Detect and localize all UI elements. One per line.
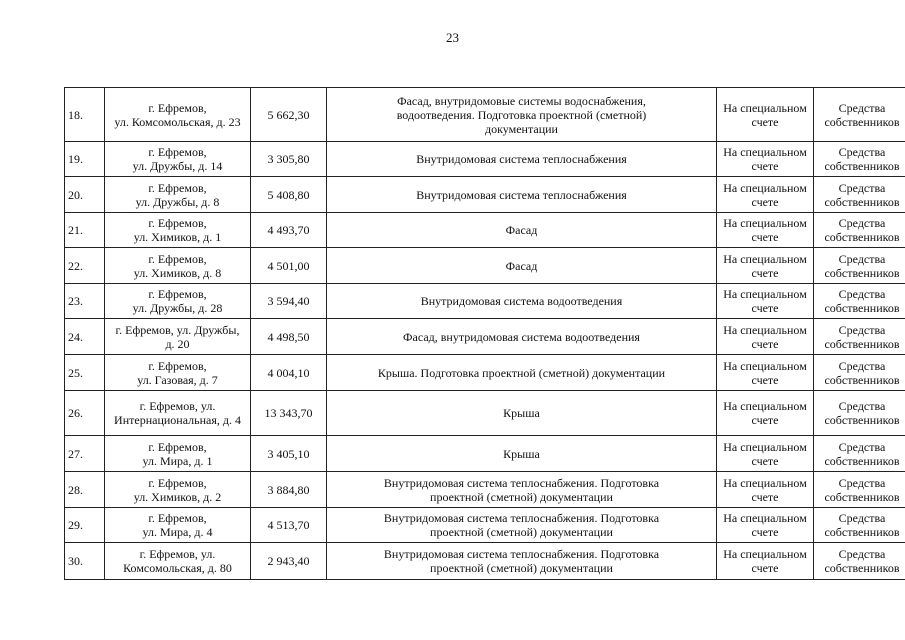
row-number-cell: 27.: [65, 436, 105, 472]
account-cell: [717, 88, 814, 142]
address-cell-line: г. Ефремов,: [148, 511, 207, 525]
account-cell: [717, 213, 814, 248]
repair-program-table: [64, 87, 905, 580]
table-row: [65, 142, 905, 177]
account-cell: [717, 319, 814, 355]
account-cell-line: счете: [751, 194, 779, 209]
funding-source-cell-line: Средства: [838, 475, 886, 490]
address-cell: [105, 88, 251, 142]
funding-source-cell-line: Средства: [838, 251, 886, 266]
account-cell: [717, 472, 814, 508]
funding-source-cell-line: собственников: [824, 159, 900, 173]
funding-source-cell: [814, 142, 905, 177]
account-cell-line: счете: [751, 265, 779, 280]
funding-source-cell: [814, 391, 905, 436]
funding-source-cell-line: собственников: [824, 413, 900, 427]
account-cell-line: счете: [751, 561, 779, 575]
account-cell-line: На специальном: [723, 439, 807, 454]
area-cell: 13 343,70: [251, 391, 327, 436]
funding-source-cell-line: Средства: [838, 145, 886, 159]
area-cell: 4 501,00: [251, 248, 327, 284]
account-cell: [717, 436, 814, 472]
address-cell-line: ул. Химиков, д. 8: [133, 265, 222, 280]
funding-source-cell: [814, 177, 905, 213]
account-cell: [717, 355, 814, 391]
row-number-cell: 26.: [65, 391, 105, 436]
work-type-cell-line: Внутридомовая система теплоснабжения. Подготовка: [383, 511, 660, 525]
work-type-cell: [327, 248, 717, 284]
table-row: [65, 319, 905, 355]
work-type-cell-line: водоотведения. Подготовка проектной (сметной): [396, 107, 647, 122]
funding-source-cell-line: собственников: [824, 489, 900, 504]
funding-source-cell-line: собственников: [824, 265, 900, 280]
account-cell-line: счете: [751, 372, 779, 387]
area-cell: 5 408,80: [251, 177, 327, 213]
work-type-cell: [327, 142, 717, 177]
funding-source-cell-line: собственников: [824, 230, 900, 244]
account-cell-line: счете: [751, 453, 779, 468]
account-cell-line: На специальном: [723, 475, 807, 490]
account-cell-line: счете: [751, 525, 779, 539]
funding-source-cell-line: Средства: [838, 358, 886, 373]
table-row: [65, 543, 905, 580]
funding-source-cell: [814, 88, 905, 142]
work-type-cell: [327, 213, 717, 248]
address-cell-line: г. Ефремов,: [148, 180, 207, 195]
funding-source-cell: [814, 508, 905, 543]
address-cell-line: ул. Мира, д. 4: [142, 525, 213, 539]
account-cell-line: На специальном: [723, 100, 807, 115]
funding-source-cell: [814, 284, 905, 319]
work-type-cell-line: Фасад: [505, 258, 538, 273]
work-type-cell-line: проектной (сметной) документации: [430, 489, 613, 504]
row-number-cell: 24.: [65, 319, 105, 355]
account-cell: [717, 391, 814, 436]
address-cell-line: Интернациональная, д. 4: [114, 413, 241, 427]
funding-source-cell-line: собственников: [824, 301, 900, 315]
page-number: 23: [446, 30, 459, 45]
address-cell-line: г. Ефремов, ул.: [139, 547, 216, 561]
account-cell-line: На специальном: [723, 322, 807, 337]
account-cell-line: На специальном: [723, 399, 807, 413]
row-number-cell: 29.: [65, 508, 105, 543]
area-cell: 3 884,80: [251, 472, 327, 508]
address-cell: [105, 284, 251, 319]
funding-source-cell-line: Средства: [838, 100, 886, 115]
account-cell-line: счете: [751, 336, 779, 351]
address-cell-line: ул. Дружбы, д. 8: [135, 194, 220, 209]
address-cell-line: г. Ефремов, ул.: [139, 399, 216, 413]
address-cell: [105, 472, 251, 508]
row-number-cell: 20.: [65, 177, 105, 213]
funding-source-cell: [814, 355, 905, 391]
funding-source-cell-line: Средства: [838, 511, 886, 525]
funding-source-cell-line: Средства: [838, 180, 886, 195]
work-type-cell: [327, 543, 717, 580]
address-cell-line: г. Ефремов,: [148, 475, 207, 490]
address-cell-line: ул. Химиков, д. 1: [133, 230, 222, 244]
funding-source-cell-line: собственников: [824, 561, 900, 575]
row-number-cell: 21.: [65, 213, 105, 248]
account-cell: [717, 508, 814, 543]
account-cell-line: счете: [751, 114, 779, 129]
funding-source-cell-line: Средства: [838, 547, 886, 561]
account-cell: [717, 543, 814, 580]
account-cell-line: На специальном: [723, 145, 807, 159]
area-cell: 2 943,40: [251, 543, 327, 580]
account-cell: [717, 177, 814, 213]
funding-source-cell: [814, 248, 905, 284]
area-cell: 4 493,70: [251, 213, 327, 248]
account-cell: [717, 248, 814, 284]
area-cell: 3 405,10: [251, 436, 327, 472]
address-cell-line: г. Ефремов,: [148, 439, 207, 454]
work-type-cell-line: Фасад, внутридомовые системы водоснабжения,: [397, 93, 646, 108]
area-cell: 3 305,80: [251, 142, 327, 177]
account-cell-line: На специальном: [723, 180, 807, 195]
area-cell: 4 004,10: [251, 355, 327, 391]
area-cell: 3 594,40: [251, 284, 327, 319]
work-type-cell-line: Внутридомовая система теплоснабжения. Подготовка: [383, 547, 660, 561]
work-type-cell: [327, 319, 717, 355]
address-cell-line: г. Ефремов,: [148, 100, 207, 115]
table-row: [65, 355, 905, 391]
work-type-cell-line: Фасад: [505, 223, 538, 237]
work-type-cell-line: Внутридомовая система теплоснабжения. Подготовка: [383, 475, 660, 490]
account-cell-line: На специальном: [723, 358, 807, 373]
account-cell: [717, 284, 814, 319]
funding-source-cell-line: Средства: [838, 287, 886, 301]
funding-source-cell: [814, 472, 905, 508]
area-cell: 5 662,30: [251, 88, 327, 142]
account-cell-line: счете: [751, 301, 779, 315]
work-type-cell-line: документации: [485, 121, 558, 136]
address-cell-line: г. Ефремов,: [148, 251, 207, 266]
work-type-cell: [327, 177, 717, 213]
row-number-cell: 18.: [65, 88, 105, 142]
funding-source-cell-line: собственников: [824, 194, 900, 209]
address-cell: [105, 142, 251, 177]
funding-source-cell-line: собственников: [824, 453, 900, 468]
funding-source-cell-line: Средства: [838, 399, 886, 413]
address-cell: [105, 177, 251, 213]
account-cell-line: счете: [751, 159, 779, 173]
address-cell: [105, 213, 251, 248]
address-cell-line: ул. Дружбы, д. 14: [132, 159, 223, 173]
work-type-cell: [327, 88, 717, 142]
account-cell-line: На специальном: [723, 511, 807, 525]
row-number-cell: 22.: [65, 248, 105, 284]
account-cell-line: счете: [751, 413, 779, 427]
funding-source-cell: [814, 319, 905, 355]
account-cell: [717, 142, 814, 177]
funding-source-cell-line: собственников: [824, 114, 900, 129]
address-cell-line: ул. Химиков, д. 2: [133, 489, 222, 504]
funding-source-cell-line: собственников: [824, 525, 900, 539]
account-cell-line: На специальном: [723, 287, 807, 301]
work-type-cell-line: проектной (сметной) документации: [430, 525, 613, 539]
address-cell: [105, 319, 251, 355]
table-row: [65, 284, 905, 319]
account-cell-line: На специальном: [723, 251, 807, 266]
account-cell-line: На специальном: [723, 547, 807, 561]
funding-source-cell-line: Средства: [838, 439, 886, 454]
funding-source-cell: [814, 436, 905, 472]
account-cell-line: счете: [751, 489, 779, 504]
address-cell: [105, 248, 251, 284]
work-type-cell-line: Крыша: [503, 406, 540, 420]
funding-source-cell-line: собственников: [824, 372, 900, 387]
work-type-cell-line: Фасад, внутридомовая система водоотведения: [403, 329, 640, 344]
account-cell-line: На специальном: [723, 216, 807, 230]
work-type-cell-line: Внутридомовая система водоотведения: [420, 294, 623, 308]
table-row: [65, 177, 905, 213]
table-row: [65, 472, 905, 508]
work-type-cell-line: Крыша: [503, 446, 540, 461]
address-cell-line: ул. Газовая, д. 7: [137, 372, 218, 387]
address-cell-line: д. 20: [165, 336, 190, 351]
table-row: [65, 88, 905, 142]
address-cell-line: г. Ефремов,: [148, 358, 207, 373]
area-cell: 4 498,50: [251, 319, 327, 355]
table-row: [65, 508, 905, 543]
address-cell-line: г. Ефремов,: [148, 287, 207, 301]
row-number-cell: 23.: [65, 284, 105, 319]
address-cell-line: г. Ефремов,: [148, 216, 207, 230]
funding-source-cell-line: Средства: [838, 322, 886, 337]
work-type-cell: [327, 355, 717, 391]
funding-source-cell: [814, 213, 905, 248]
table-body: [65, 88, 905, 580]
row-number-cell: 25.: [65, 355, 105, 391]
address-cell-line: ул. Мира, д. 1: [142, 453, 213, 468]
table-row: [65, 248, 905, 284]
area-cell: 4 513,70: [251, 508, 327, 543]
work-type-cell: [327, 284, 717, 319]
funding-source-cell-line: Средства: [838, 216, 886, 230]
address-cell-line: Комсомольская, д. 80: [123, 561, 232, 575]
row-number-cell: 28.: [65, 472, 105, 508]
work-type-cell-line: Внутридомовая система теплоснабжения: [416, 152, 627, 166]
table-row: [65, 436, 905, 472]
work-type-cell-line: Внутридомовая система теплоснабжения: [416, 187, 627, 202]
row-number-cell: 19.: [65, 142, 105, 177]
work-type-cell: [327, 508, 717, 543]
work-type-cell: [327, 472, 717, 508]
work-type-cell-line: проектной (сметной) документации: [430, 561, 613, 575]
address-cell-line: ул. Комсомольская, д. 23: [114, 114, 241, 129]
address-cell-line: г. Ефремов,: [148, 145, 207, 159]
table-row: [65, 391, 905, 436]
table-row: [65, 213, 905, 248]
row-number-cell: 30.: [65, 543, 105, 580]
funding-source-cell: [814, 543, 905, 580]
address-cell: [105, 355, 251, 391]
address-cell-line: г. Ефремов, ул. Дружбы,: [115, 322, 240, 337]
funding-source-cell-line: собственников: [824, 336, 900, 351]
address-cell: [105, 543, 251, 580]
address-cell: [105, 436, 251, 472]
work-type-cell: [327, 436, 717, 472]
work-type-cell: [327, 391, 717, 436]
address-cell: [105, 391, 251, 436]
address-cell-line: ул. Дружбы, д. 28: [132, 301, 223, 315]
account-cell-line: счете: [751, 230, 779, 244]
address-cell: [105, 508, 251, 543]
work-type-cell-line: Крыша. Подготовка проектной (сметной) документации: [377, 365, 666, 380]
